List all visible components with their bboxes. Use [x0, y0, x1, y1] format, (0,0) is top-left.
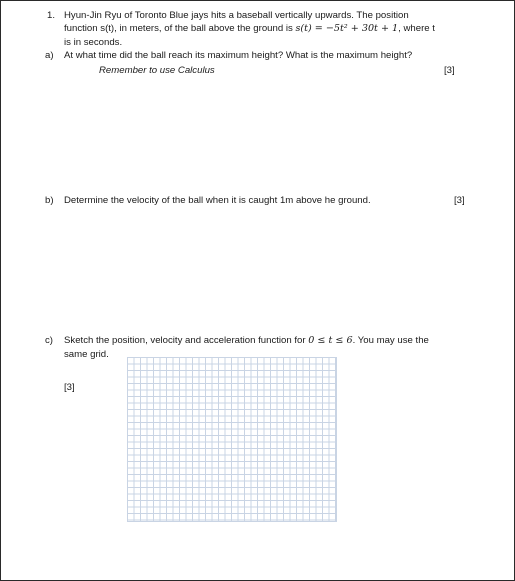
part-a-label: a): [45, 50, 54, 61]
function-text: function s(t), in meters, of the ball above the ground is: [64, 23, 296, 34]
question-intro-line-2: [64, 22, 435, 35]
part-c-label: c): [45, 335, 53, 346]
question-intro-line-1: Hyun-Jin Ryu of Toronto Blue jays hits a baseball vertically upwards. The position: [64, 10, 409, 21]
part-c-question: [64, 334, 429, 347]
part-c-question-text: Sketch the position, velocity and acceleration function for: [64, 335, 309, 346]
part-c-question-tail: . You may use the: [352, 335, 429, 346]
position-function-equation: s(t) = −5t² + 30t + 1: [295, 23, 399, 34]
part-c-marks: [3]: [64, 382, 75, 393]
part-a-hint: Remember to use Calculus: [99, 65, 215, 76]
time-interval-inequality: 0 ≤ t ≤ 6: [308, 335, 353, 346]
question-intro-line-3: is in seconds.: [64, 37, 123, 48]
function-text-tail: , where t: [398, 23, 435, 34]
part-a-marks: [3]: [444, 65, 455, 76]
part-b-label: b): [45, 195, 54, 206]
part-b-question: Determine the velocity of the ball when it is caught 1m above he ground.: [64, 195, 371, 206]
part-a-question: At what time did the ball reach its maximum height? What is the maximum height?: [64, 50, 413, 61]
question-number: 1.: [47, 10, 56, 21]
part-b-marks: [3]: [454, 195, 465, 206]
part-c-question-line-2: same grid.: [64, 349, 109, 360]
graph-grid: [127, 357, 337, 522]
